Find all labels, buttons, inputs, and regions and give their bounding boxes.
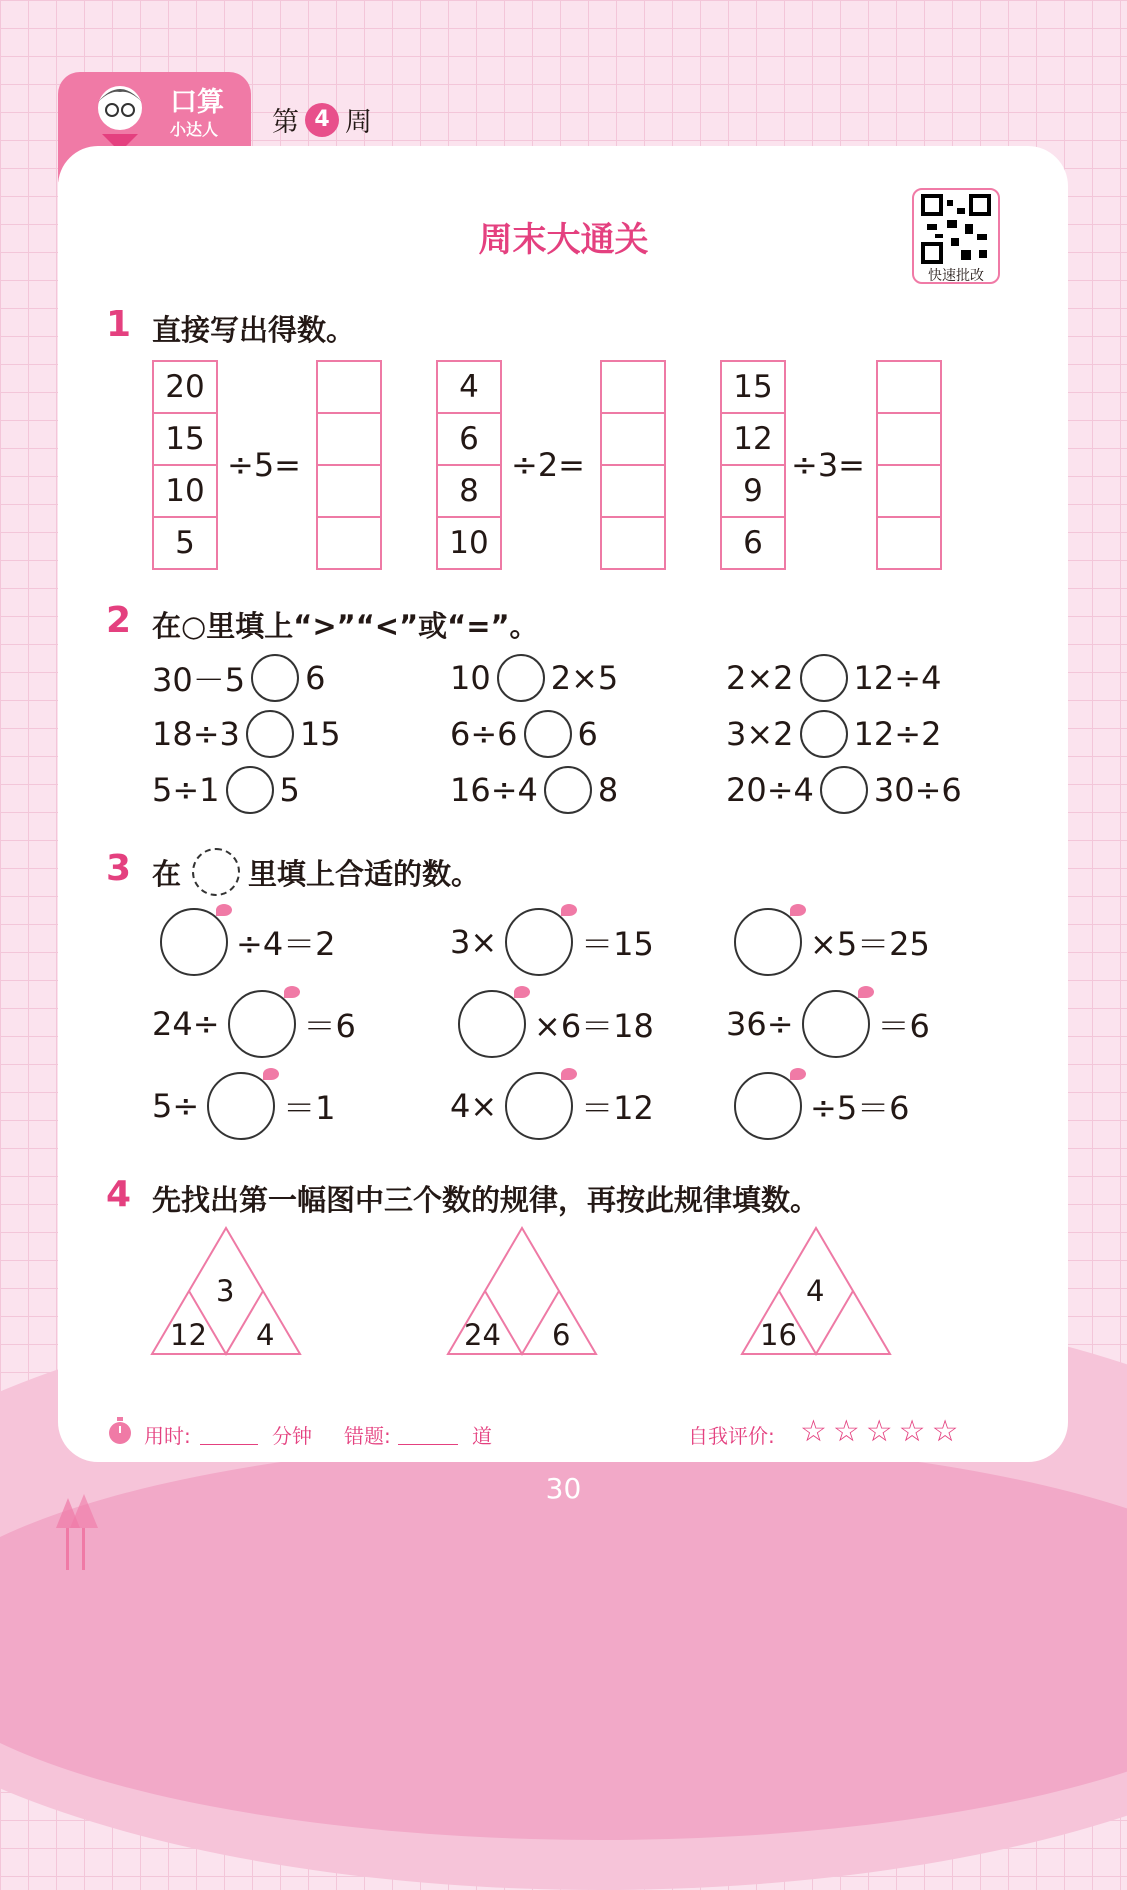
fill-circle[interactable] [734, 1072, 802, 1140]
q1-group2-answers [600, 360, 666, 570]
answer-cell[interactable] [318, 518, 380, 568]
value-cell: 8 [438, 466, 500, 518]
answer-cell[interactable] [318, 414, 380, 466]
q2-text: 在○里填上“>”“<”或“=”。 [152, 609, 539, 643]
page-number: 30 [545, 1472, 582, 1505]
q1-group2-op: ÷2= [511, 446, 585, 484]
mascot-icon [80, 76, 160, 156]
compare-item [152, 654, 325, 702]
triangle-left-value: 24 [464, 1318, 501, 1352]
answer-cell[interactable] [602, 518, 664, 568]
compare-left: 6÷6 [450, 715, 518, 753]
compare-left: 3×2 [726, 715, 794, 753]
compare-left: 5÷1 [152, 771, 220, 809]
answer-cell[interactable] [602, 414, 664, 466]
answer-cell[interactable] [602, 466, 664, 518]
value-cell: 15 [722, 362, 784, 414]
value-cell: 10 [449, 525, 489, 561]
fill-circle[interactable] [734, 908, 802, 976]
compare-left: 2×2 [726, 659, 794, 697]
compare-item [726, 654, 941, 702]
compare-circle[interactable] [800, 710, 848, 758]
value-cell: 12 [722, 414, 784, 466]
tree-icon [54, 1494, 100, 1570]
triangle-right-value: 6 [552, 1318, 571, 1352]
badge-title: 口算 [170, 87, 224, 118]
fill-circle[interactable] [802, 990, 870, 1058]
fill-left: 5÷ [152, 1087, 200, 1125]
compare-item [726, 766, 962, 814]
value-cell: 4 [438, 362, 500, 414]
fill-left: 3× [450, 923, 498, 961]
value-cell: 15 [154, 414, 216, 466]
fill-circle[interactable] [458, 990, 526, 1058]
page-title: 周末大通关 [478, 220, 649, 260]
value-cell: 9 [722, 466, 784, 518]
time-label: 用时: [144, 1424, 191, 1448]
compare-circle[interactable] [544, 766, 592, 814]
value-cell: 6 [743, 525, 763, 561]
fill-item [726, 908, 930, 976]
compare-right: 12÷4 [853, 659, 942, 697]
compare-circle[interactable] [251, 654, 299, 702]
week-label [272, 100, 372, 139]
compare-circle[interactable] [226, 766, 274, 814]
compare-item [152, 766, 300, 814]
fill-item [450, 990, 654, 1058]
fill-right: ×6＝18 [534, 1007, 654, 1045]
stopwatch-icon [106, 1416, 134, 1446]
peach-circle-icon [192, 848, 240, 896]
fill-item [726, 1072, 910, 1140]
q1-number: 1 [106, 304, 132, 345]
error-label: 错题: [344, 1424, 391, 1448]
q2-number: 2 [106, 600, 132, 641]
q1-group1-values [152, 360, 218, 570]
fill-left: 24÷ [152, 1005, 220, 1043]
compare-left: 16÷4 [450, 771, 538, 809]
compare-right: 6 [577, 715, 598, 753]
compare-right: 8 [597, 771, 619, 809]
self-eval-label: 自我评价: [688, 1424, 775, 1448]
fill-circle[interactable] [505, 908, 573, 976]
fill-right: ×5＝25 [810, 925, 930, 963]
compare-right: 12÷2 [853, 715, 942, 753]
q4-number: 4 [106, 1174, 132, 1215]
fill-circle[interactable] [207, 1072, 275, 1140]
fill-left: 4× [450, 1087, 498, 1125]
triangle-top-value: 3 [216, 1274, 235, 1308]
compare-left: 10 [450, 659, 491, 697]
time-unit: 分钟 [272, 1424, 312, 1448]
error-input-line[interactable] [398, 1444, 458, 1445]
q1-group1-op: ÷5= [227, 446, 301, 484]
error-unit: 道 [472, 1424, 492, 1448]
fill-right: ＝15 [581, 925, 654, 963]
q3-text-b: 里填上合适的数。 [248, 857, 481, 891]
week-prefix: 第 [272, 107, 299, 138]
q3-text-a: 在 [152, 857, 182, 891]
compare-circle[interactable] [800, 654, 848, 702]
fill-item [450, 1072, 654, 1140]
fill-circle[interactable] [160, 908, 228, 976]
q4-text: 先找出第一幅图中三个数的规律，再按此规律填数。 [152, 1183, 820, 1217]
compare-item [152, 710, 341, 758]
answer-cell[interactable] [878, 414, 940, 466]
triangle-top-value: 4 [806, 1274, 825, 1308]
compare-circle[interactable] [497, 654, 545, 702]
week-number: 4 [305, 103, 339, 137]
value-cell: 6 [438, 414, 500, 466]
fill-item [152, 1072, 336, 1140]
qr-icon [921, 194, 991, 264]
badge-subtitle: 小达人 [170, 120, 219, 139]
fill-circle[interactable] [228, 990, 296, 1058]
compare-left: 20÷4 [726, 771, 814, 809]
answer-cell[interactable] [878, 518, 940, 568]
triangle-right-value: 4 [256, 1318, 275, 1352]
answer-cell[interactable] [602, 362, 664, 414]
compare-circle[interactable] [820, 766, 868, 814]
fill-item [726, 990, 930, 1058]
compare-right: 15 [299, 715, 341, 753]
answer-cell[interactable] [318, 362, 380, 414]
qr-label: 快速批改 [928, 268, 984, 284]
value-cell: 10 [154, 466, 216, 518]
compare-item [726, 710, 941, 758]
time-input-line[interactable] [200, 1444, 258, 1445]
value-cell: 20 [154, 362, 216, 414]
value-cell: 5 [175, 525, 195, 561]
fill-item [152, 990, 356, 1058]
triangle-left-value: 16 [760, 1318, 797, 1352]
fill-right: ＝6 [303, 1007, 356, 1045]
fill-item [152, 908, 336, 976]
q1-group1-answers [316, 360, 382, 570]
star-rating[interactable]: ☆☆☆☆☆ [800, 1414, 965, 1449]
fill-right: ＝6 [877, 1007, 930, 1045]
week-suffix: 周 [345, 107, 372, 138]
compare-right: 5 [279, 771, 300, 809]
fill-right: ＝1 [283, 1089, 336, 1127]
compare-item [450, 654, 618, 702]
fill-right: ÷5＝6 [810, 1089, 910, 1127]
fill-left: 36÷ [726, 1005, 794, 1043]
q1-group3-values [720, 360, 786, 570]
triangle-left-value: 12 [170, 1318, 207, 1352]
compare-circle[interactable] [524, 710, 572, 758]
compare-circle[interactable] [246, 710, 294, 758]
q1-group3-op: ÷3= [791, 446, 865, 484]
fill-right: ＝12 [581, 1089, 654, 1127]
q1-group3-answers [876, 360, 942, 570]
compare-left: 30－5 [152, 661, 246, 699]
fill-circle[interactable] [505, 1072, 573, 1140]
compare-right: 2×5 [550, 659, 619, 697]
compare-item [450, 766, 618, 814]
answer-cell[interactable] [878, 362, 940, 414]
compare-left: 18÷3 [152, 715, 240, 753]
q1-text: 直接写出得数。 [152, 313, 356, 347]
q3-number: 3 [106, 848, 132, 889]
fill-right: ÷4＝2 [236, 925, 336, 963]
answer-cell[interactable] [318, 466, 380, 518]
compare-item [450, 710, 598, 758]
answer-cell[interactable] [878, 466, 940, 518]
compare-right: 6 [305, 659, 326, 697]
q1-group2-values [436, 360, 502, 570]
compare-right: 30÷6 [873, 771, 962, 809]
fill-item [450, 908, 654, 976]
